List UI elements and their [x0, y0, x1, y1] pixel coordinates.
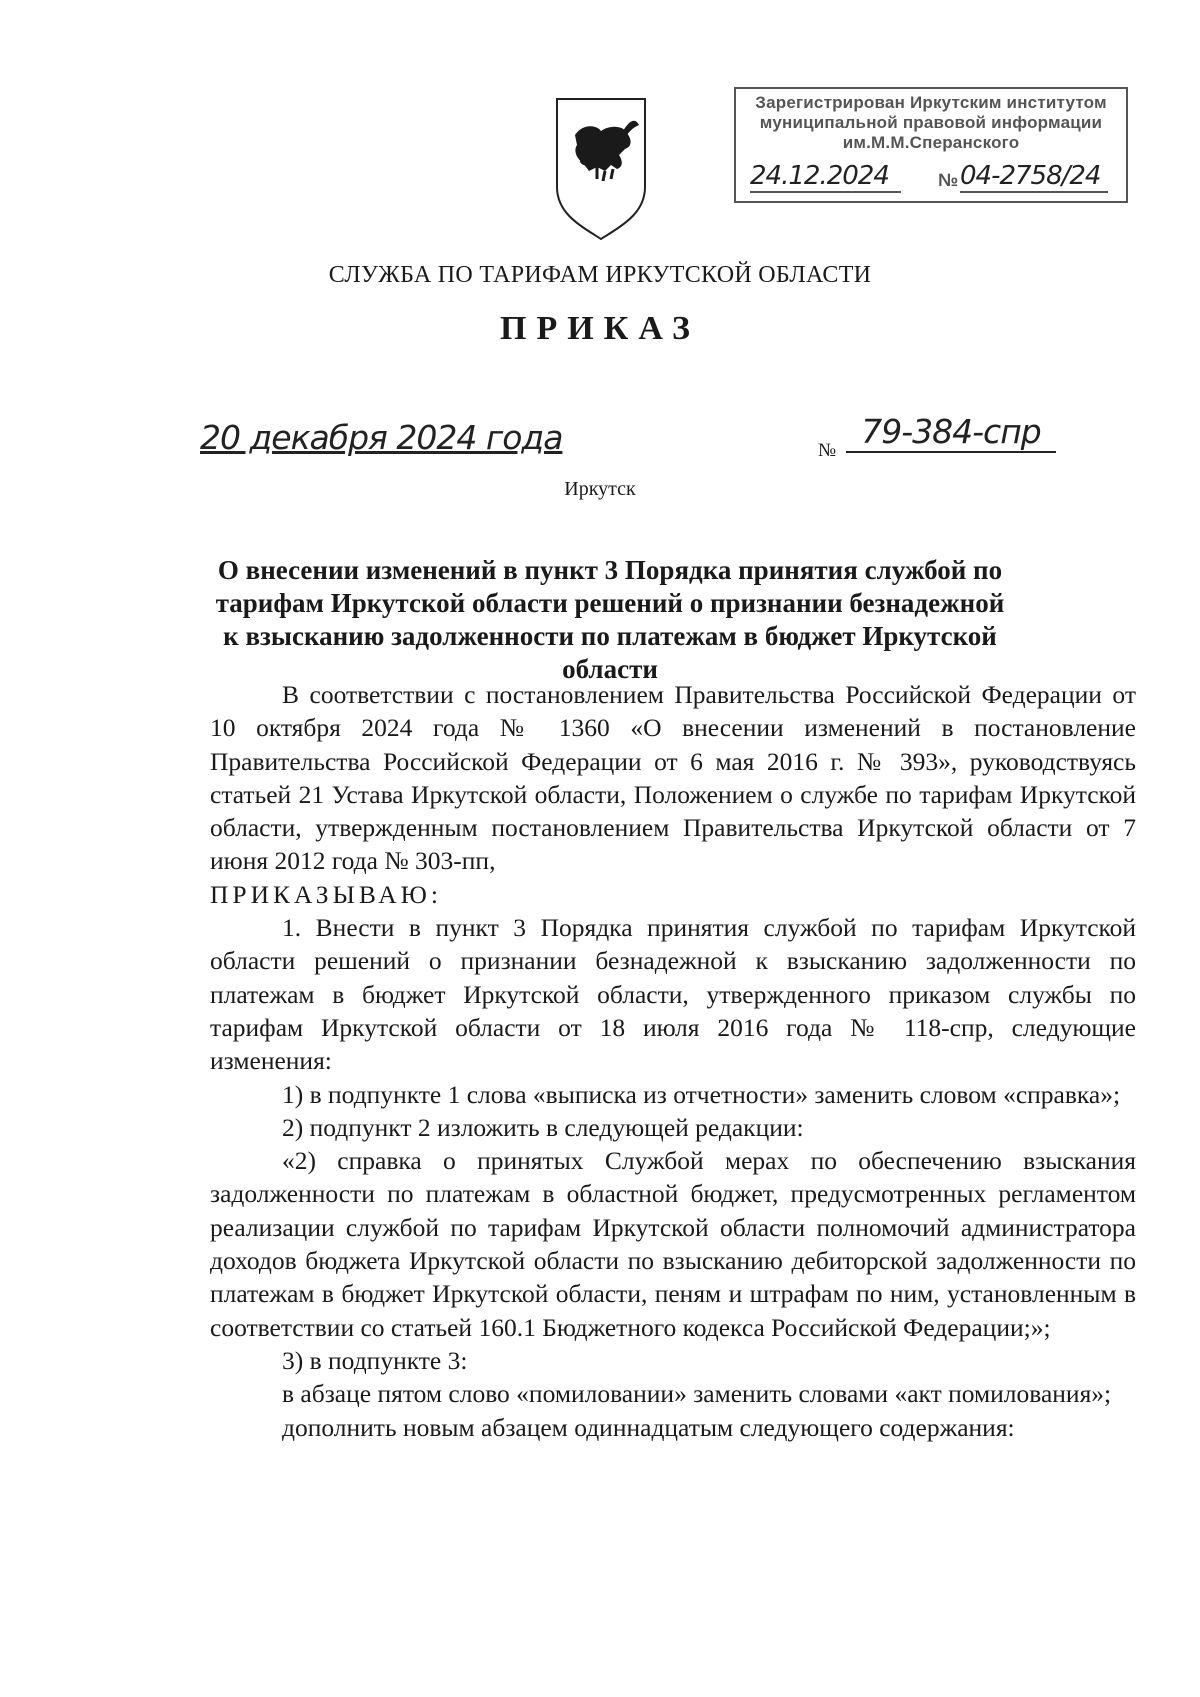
clause-1-paragraph: 1. Внести в пункт 3 Порядка принятия службой по тарифам Иркутской области решений о признании безнадежной к взысканию задолженности по платежам в бюджет Иркутской области, утвержденного приказом службы по тарифам Иркутской области от 18 июля 2016 года № 118-спр, следующие изменения: [210, 913, 1136, 1076]
order-word: ПРИКАЗЫВАЮ: [210, 879, 442, 909]
subclause-2-text-paragraph: «2) справка о принятых Службой мерах по обеспечению взыскания задолженности по платежам в областной бюджет, предусмотренных регламентом реализации службой по тарифам Иркутской области полномочий администратора доходов бюджета Иркутской области по взысканию дебиторской задолженности по платежам в бюджет Иркутской области, пеням и штрафам по ним, установленным в соответствии со статьей 160.1 Бюджетного кодекса Российской Федерации;»; [210, 1146, 1136, 1342]
subclause-3-item-2-paragraph: дополнить новым абзацем одиннадцатым следующего содержания: [282, 1412, 1015, 1442]
registration-stamp [734, 87, 1128, 203]
stamp-line-1: Зарегистрирован Иркутским институтом [755, 93, 1107, 112]
document-body [210, 678, 1136, 1444]
agency-name: СЛУЖБА ПО ТАРИФАМ ИРКУТСКОЙ ОБЛАСТИ [328, 262, 872, 288]
order-date-handwritten: 20 декабря 2024 года [200, 418, 563, 457]
document-heading: О внесении изменений в пункт 3 Порядка принятия службой по тарифам Иркутской области решений о признании безнадежной к взысканию задолженности по платежам в бюджет Иркутской области [215, 555, 1005, 684]
coat-of-arms-emblem [553, 95, 649, 243]
stamp-registration-row [742, 159, 1120, 193]
stamp-line-2: муниципальной правовой информации [759, 113, 1103, 132]
subclause-2-paragraph: 2) подпункт 2 изложить в следующей редакции: [282, 1112, 804, 1142]
order-number-handwritten: 79-384-спр [846, 412, 1056, 453]
subclause-3-item-1-paragraph: в абзаце пятом слово «помиловании» заменить словами «акт помилования»; [282, 1379, 1112, 1409]
stamp-line-3: им.М.М.Сперанского [842, 133, 1020, 152]
subclause-1-paragraph: 1) в подпункте 1 слова «выписка из отчетности» заменить словом «справка»; [282, 1079, 1121, 1109]
document-type-title: ПРИКАЗ [500, 310, 700, 347]
stamp-number-sign: № [938, 170, 959, 190]
stamp-date: 24.12.2024 [750, 161, 901, 193]
order-number-sign: № [818, 440, 837, 461]
city-name: Иркутск [564, 478, 636, 500]
subclause-3-paragraph: 3) в подпункте 3: [282, 1345, 468, 1375]
stamp-number: 04-2758/24 [960, 161, 1108, 193]
preamble-paragraph: В соответствии с постановлением Правительства Российской Федерации от 10 октября 2024 года № 1360 «О внесении изменений в постановление Правительства Российской Федерации от 6 мая 2016 г. № 393», руководствуясь статьей 21 Устава Иркутской области, Положением о службе по тарифам Иркутской области, утвержденным постановлением Правительства Иркутской области от 7 июня 2012 года № 303-пп, [210, 680, 1136, 876]
